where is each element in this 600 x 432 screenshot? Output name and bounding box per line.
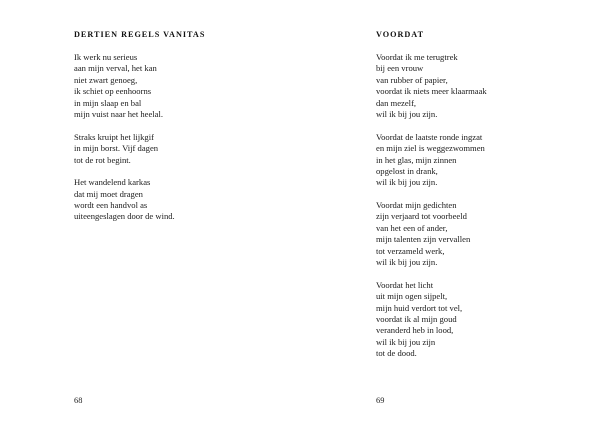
poem-line: Ik werk nu serieus [74, 52, 138, 62]
poem-body-right [376, 52, 487, 371]
poem-line: voordat ik niets meer klaarmaak [376, 86, 487, 97]
stanza [376, 280, 487, 360]
poem-line: uit mijn ogen sijpelt, [376, 291, 448, 302]
poem-line: zijn verjaard tot voorbeeld [376, 211, 467, 222]
poem-title-right: VOORDAT [376, 30, 425, 39]
poem-line: in mijn slaap en bal [74, 97, 142, 108]
poem-line: mijn vuist naar het heelal. [74, 108, 164, 119]
page-number-right: 69 [376, 396, 385, 405]
poem-line: en mijn ziel is weggezwommen [376, 143, 485, 154]
poem-body-left [74, 52, 175, 234]
poem-line: aan mijn verval, het kan [74, 63, 157, 74]
poem-line: tot de rot begint. [74, 154, 131, 165]
poem-line: uiteengeslagen door de wind. [74, 211, 175, 222]
poem-line: mijn huid verdort tot vel, [376, 302, 463, 313]
poem-line: tot de dood. [376, 348, 417, 359]
poem-line: in het glas, mijn zinnen [376, 154, 457, 165]
poem-line: tot verzameld werk, [376, 245, 445, 256]
stanza [376, 52, 487, 120]
poem-line: wil ik bij jou zijn [376, 336, 436, 347]
page-number-left: 68 [74, 396, 83, 405]
stanza [74, 177, 175, 223]
poem-line: veranderd heb in lood, [376, 325, 454, 336]
poem-line: van rubber of papier, [376, 74, 448, 85]
poem-line: dan mezelf, [376, 97, 417, 108]
poem-line: opgelost in drank, [376, 165, 438, 176]
stanza [74, 52, 175, 120]
poem-line: Straks kruipt het lijkgif [74, 131, 154, 142]
poem-line: wil ik bij jou zijn. [376, 257, 438, 268]
poem-line: ik schiet op eenhoorns [74, 86, 152, 97]
poem-line: dat mij moet dragen [74, 188, 143, 199]
poem-line: mijn talenten zijn vervallen [376, 234, 471, 245]
poem-line: van het een of ander, [376, 222, 448, 233]
poem-line: wil ik bij jou zijn. [376, 108, 438, 119]
poem-line: Voordat de laatste ronde ingzat [376, 131, 483, 142]
poem-line: voordat ik al mijn goud [376, 313, 457, 324]
poem-line: bij een vrouw [376, 63, 424, 74]
stanza [376, 132, 487, 189]
right-page [300, 0, 600, 432]
poem-line: wil ik bij jou zijn. [376, 177, 438, 188]
poem-line: wordt een handvol as [74, 200, 148, 211]
poem-line: Voordat het licht [376, 279, 434, 290]
stanza [376, 200, 487, 268]
poem-line: niet zwart genoeg, [74, 74, 138, 85]
poem-title-left: DERTIEN REGELS VANITAS [74, 30, 206, 39]
poem-line: Voordat mijn gedichten [376, 200, 457, 211]
poem-line: Het wandelend karkas [74, 177, 151, 188]
poem-line: Voordat ik me terugtrek [376, 52, 458, 62]
stanza [74, 132, 175, 166]
poem-line: in mijn borst. Vijf dagen [74, 143, 159, 154]
